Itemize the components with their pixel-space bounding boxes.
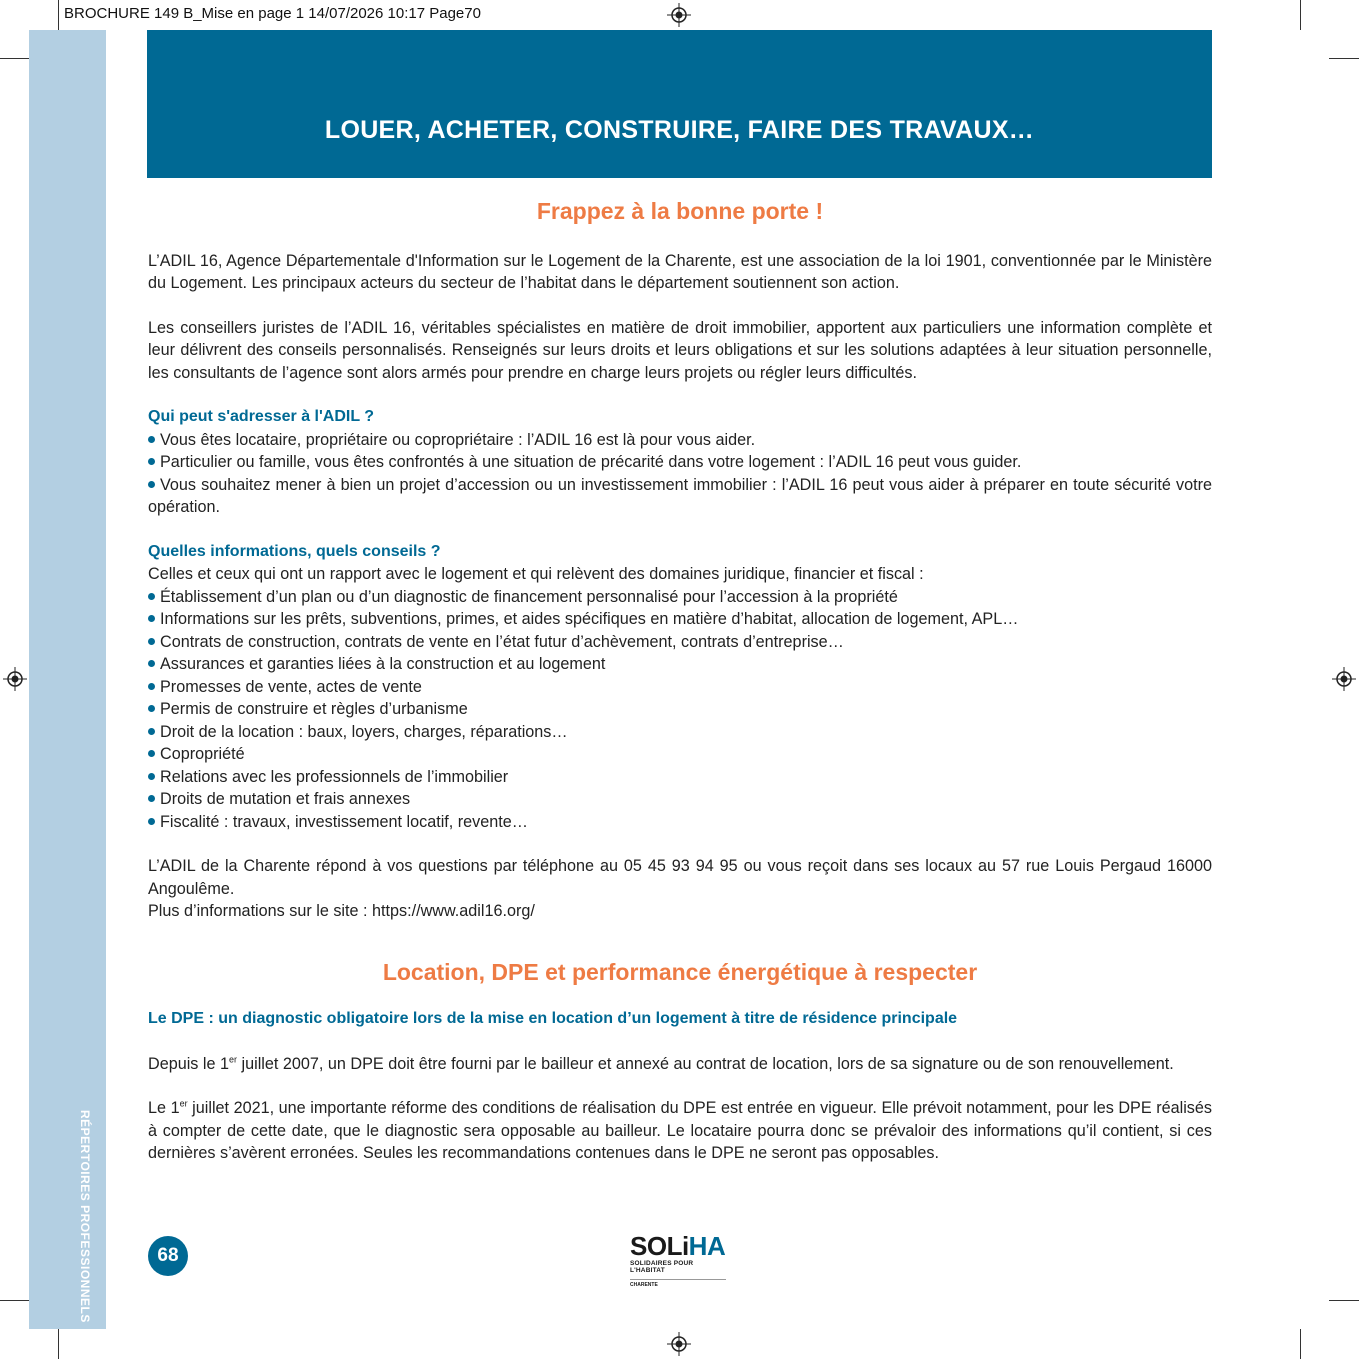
list-item: Vous êtes locataire, propriétaire ou copropriétaire : l’ADIL 16 est là pour vous aider. [148,429,1212,452]
registration-mark-icon [3,667,27,691]
list-item: Droits de mutation et frais annexes [148,788,1212,811]
bullet-icon [148,728,155,735]
list-item: Vous souhaitez mener à bien un projet d’accession ou un investissement immobilier : l’ADIL 16 peut vous aider à préparer en toute sécurité votre opération. [148,475,1212,516]
bullet-icon [148,705,155,712]
logo-wordmark: SOLiHA [630,1231,726,1261]
section-title: Location, DPE et performance énergétique à respecter [382,958,978,985]
subheading: Quelles informations, quels conseils ? [148,542,441,560]
subheading: Qui peut s'adresser à l'ADIL ? [148,408,375,425]
paragraph: Les conseillers juristes de l’ADIL 16, véritables spécialistes en matière de droit immobilier, apportent aux particuliers une information complète et leur délivrent des conseils personnalisés. Renseignés sur leurs droits et leurs obligations et sur les solutions adaptées à leur situation personnelle, les consultants de l’agence sont alors armés pour prendre en charge leurs projets ou régler leurs difficultés. [148,318,1212,382]
crop-mark [1329,1300,1359,1301]
list-item: Établissement d’un plan ou d’un diagnostic de financement personnalisé pour l’accession à la propriété [148,586,1212,609]
bullet-icon [148,795,155,802]
subheading: Le DPE : un diagnostic obligatoire lors de la mise en location d’un logement à titre de résidence principale [148,1010,958,1027]
page-number: 68 [148,1236,188,1276]
paragraph: Le 1er juillet 2021, une importante réforme des conditions de réalisation du DPE est entrée en vigueur. Elle prévoit notamment, pour les DPE réalisés à compter de cette date, que le diagnostic sera opposable au bailleur. Le locataire pourra donc se prévaloir des informations qu’il contient, si ces dernières s’avèrent erronées. Seules les recommandations contenues dans le DPE ne seront pas opposables. [148,1098,1212,1162]
bullet-icon [148,458,155,465]
bullet-icon [148,638,155,645]
sidebar-band [29,30,106,1329]
paragraph: Celles et ceux qui ont un rapport avec le logement et qui relèvent des domaines juridique, financier et fiscal : [148,565,924,583]
bullet-icon [148,436,155,443]
bullet-icon [148,773,155,780]
list-item: Particulier ou famille, vous êtes confrontés à une situation de précarité dans votre logement : l’ADIL 16 peut vous guider. [148,451,1212,474]
crop-mark [1300,1329,1301,1359]
crop-mark [0,58,30,59]
header-band [147,30,1212,178]
list-item: Assurances et garanties liées à la construction et au logement [148,653,1212,676]
logo-tagline: SOLIDAIRES POUR L'HABITAT [630,1260,694,1274]
bullet-list [148,429,1212,519]
bullet-icon [148,615,155,622]
registration-mark-icon [1332,667,1356,691]
registration-mark-icon [667,1332,691,1356]
bullet-icon [148,481,155,488]
crop-mark [0,1300,30,1301]
list-item: Copropriété [148,743,1212,766]
paragraph: Depuis le 1er juillet 2007, un DPE doit être fourni par le bailleur et annexé au contrat de location, lors de sa signature ou de son renouvellement. [148,1054,1174,1073]
crop-mark [58,0,59,30]
bullet-list [148,586,1212,834]
list-item: Permis de construire et règles d’urbanisme [148,698,1212,721]
sidebar-label: RÉPERTOIRES PROFESSIONNELS [78,1110,92,1323]
bullet-icon [148,660,155,667]
registration-mark-icon [667,3,691,27]
soliha-logo [630,1231,730,1288]
paragraph: L’ADIL 16, Agence Départementale d'Information sur le Logement de la Charente, est une association de la loi 1901, conventionnée par le Ministère du Logement. Les principaux acteurs du secteur de l’habitat dans le département soutiennent son action. [148,251,1212,292]
print-slug: BROCHURE 149 B_Mise en page 1 14/07/2026 10:17 Page70 [64,5,481,22]
main-content [148,200,1212,1165]
logo-divider [630,1279,726,1280]
logo-region: CHARENTE [630,1282,658,1288]
crop-mark [58,1329,59,1359]
bullet-icon [148,683,155,690]
list-item: Informations sur les prêts, subventions, primes, et aides spécifiques en matière d’habitat, allocation de logement, APL… [148,608,1212,631]
crop-mark [1300,0,1301,30]
contact-paragraph: L’ADIL de la Charente répond à vos questions par téléphone au 05 45 93 94 95 ou vous reçoit dans ses locaux au 57 rue Louis Pergaud 16000 Angoulême. [148,857,1212,898]
list-item: Contrats de construction, contrats de vente en l’état futur d’achèvement, contrats d’entreprise… [148,631,1212,654]
website-line: Plus d’informations sur le site : https://www.adil16.org/ [148,902,535,920]
list-item: Fiscalité : travaux, investissement locatif, revente… [148,811,1212,834]
section-title: Frappez à la bonne porte ! [536,198,824,224]
crop-mark [1329,58,1359,59]
bullet-icon [148,593,155,600]
list-item: Droit de la location : baux, loyers, charges, réparations… [148,721,1212,744]
bullet-icon [148,750,155,757]
bullet-icon [148,818,155,825]
list-item: Relations avec les professionnels de l’immobilier [148,766,1212,789]
list-item: Promesses de vente, actes de vente [148,676,1212,699]
page-title: LOUER, ACHETER, CONSTRUIRE, FAIRE DES TRAVAUX… [324,116,1035,144]
